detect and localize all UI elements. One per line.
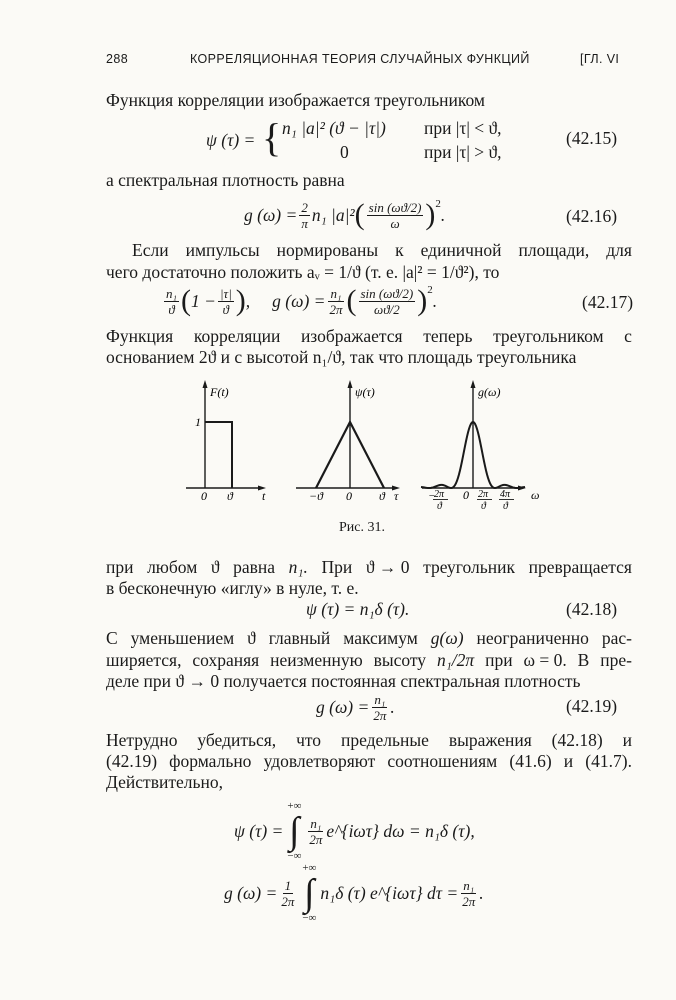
equation-42-19: g (ω) = $\frac{\text{n₁}}{2\pi}$ . [316,692,395,723]
equation-number: (42.16) [566,206,618,226]
paragraph-7-line-3: Действительно, [106,772,223,792]
panel-c-xtick-zero: 0 [463,488,469,502]
case2-condition: при |τ| > ϑ, [424,142,502,162]
panel-a-pulse-line [205,422,232,488]
equation-number: (42.15) [566,128,618,148]
panel-c-xtick-num: 4π [500,489,511,500]
panel-c-xtick-sign: − [428,490,436,502]
left-paren: ( [354,198,365,231]
integral-sign: +∞ ∫ −∞ [302,862,317,924]
fraction: $\frac{\text{n₁}}{2\pi}$ [309,815,323,847]
exponent: 2 [427,284,433,296]
right-paren: ) [425,198,436,231]
left-brace: { [262,115,282,160]
panel-b-y-arrow [348,380,353,388]
panel-a-xtick: ϑ [227,489,233,503]
running-title: КОРРЕЛЯЦИОННАЯ ТЕОРИЯ СЛУЧАЙНЫХ ФУНКЦИЙ [190,52,530,66]
panel-c-ylabel: g(ω) [478,385,501,399]
paragraph-1: Функция корреляции изображается треугольником [106,90,486,110]
integral-equation-2: g (ω) = $\frac{1}{2\pi}$ +∞ ∫ −∞ n₁δ (τ) e^{iωτ} dτ = $\frac{\text{n₁}}{2\pi}$ . [224,862,484,924]
fraction: $\frac{\text{n₁}}{2\pi}$ [329,285,343,317]
fraction: $\frac{\text{n₁}}{2\pi}$ [462,877,476,909]
paragraph-4-line-2: основанием 2ϑ и с высотой n₁/ϑ, так что площадь треугольника [106,347,577,367]
panel-c-xtick-den: ϑ [437,501,442,512]
fraction: $\frac{\sin (\omega ϑ/2)}{\omega}$ [368,199,422,231]
integral-equation-1 [234,800,475,862]
eq-lhs: g (ω) = [244,204,298,225]
fraction: $\frac{|\tau|}{ϑ}$ [219,285,232,317]
figure-caption: Рис. 31. [339,520,385,535]
fraction: $\frac{\text{n₁}}{2\pi}$ [373,692,387,723]
panel-b-triangle [296,380,400,491]
equation-number: (42.19) [566,696,618,716]
panel-a-y-arrow [203,380,208,388]
eq-lhs: g (ω) = [316,697,370,717]
panel-c-xtick-den: ϑ [481,501,486,512]
panel-b-xtick: −ϑ [309,489,323,503]
paragraph-5-line-1: при любом ϑ равна n₁. При ϑ → 0 треугольник превращается [106,557,632,577]
paragraph-4-line-1: Функция корреляции изображается теперь треугольником с [106,326,632,346]
paragraph-7-line-1: Нетрудно убедиться, что предельные выражения (42.18) и [106,730,632,750]
paragraph-3-line-1: Если импульсы нормированы к единичной площади, для [132,240,632,260]
panel-c-xtick-num: 2π [478,489,489,500]
panel-a-ylabel: F(t) [210,385,229,399]
panel-b-xlabel: τ [394,489,399,503]
equation-number: (42.18) [566,599,618,619]
equation-42-17: $\frac{\text{n₁}}{ϑ}$ ( 1 − $\frac{|\tau|}{ϑ}$ ) , g (ω) = $\frac{\text{n₁}}{2\pi}$ ( $\frac{\sin (\omega ϑ/2)}{\omega ϑ/2}$ ) $^2$ . [166,284,438,317]
panel-a-xtick: 0 [201,489,207,503]
panel-c-y-arrow [471,380,476,388]
panel-c-xtick-num: 2π [434,489,445,500]
case2-expression: 0 [340,142,349,162]
panel-a-xlabel: t [262,489,266,503]
fraction: $\frac{2}{\pi}$ [301,199,308,231]
panel-c-xlabel: ω [531,488,540,502]
eq-lhs: ψ (τ) = [234,820,284,841]
case1-expression: n₁ |a|² (ϑ − |τ|) [282,118,386,138]
eq-lhs: ψ (τ) = [206,130,256,150]
integrand: n₁δ (τ) e^{iωτ} dτ = [320,882,459,903]
panel-b-xtick: ϑ [379,489,385,503]
fraction: $\frac{\text{n₁}}{ϑ}$ [166,285,178,317]
case1-condition: при |τ| < ϑ, [424,118,502,138]
equation-42-18: ψ (τ) = n₁δ (τ). [306,599,410,619]
panel-c-sinc [421,380,526,491]
paragraph-7-line-2: (42.19) формально удовлетворяют соотношениям (41.6) и (41.7). [106,751,632,771]
eq-lhs-2: g (ω) = [272,290,326,311]
paragraph-6-line-3: деле при ϑ → 0 получается постоянная спектральная плотность [106,671,581,691]
panel-b-ylabel: ψ(τ) [355,385,375,399]
paragraph-2: а спектральная плотность равна [106,170,345,190]
paragraph-5-line-2: в бесконечную «иглу» в нуле, т. е. [106,578,359,598]
chapter-label: [ГЛ. VI [580,52,620,66]
page-number: 288 [106,52,129,66]
equation-42-16: g (ω) = $\frac{2}{\pi}$ n₁ |a|² ( $\frac{\sin (\omega ϑ/2)}{\omega}$ ) $^2$ . [244,198,446,231]
eq-lhs: g (ω) = [224,882,278,903]
panel-a-level-label: 1 [195,415,201,429]
equation-number: (42.17) [582,292,634,312]
paragraph-6-line-1: С уменьшением ϑ главный максимум g(ω) неограниченно рас- [106,628,632,648]
fraction: $\frac{1}{2\pi}$ [281,877,295,909]
integrand: e^{iωτ} dω = n₁δ (τ), [326,820,475,841]
paragraph-3-line-2: чего достаточно положить aᵥ = 1/ϑ (т. е. |a|² = 1/ϑ²), то [106,262,500,282]
integral-sign: +∞ ∫ −∞ [287,800,302,862]
eq-middle: n₁ |a|² [311,204,355,225]
panel-b-xtick: 0 [346,489,352,503]
exponent: 2 [435,198,441,210]
panel-c-xtick-den: ϑ [503,501,508,512]
fraction: $\frac{\sin (\omega ϑ/2)}{\omega ϑ/2}$ [360,285,414,317]
paragraph-6-line-2: ширяется, сохраняя неизменную высоту n₁/2π при ω = 0. В пре- [106,650,632,670]
